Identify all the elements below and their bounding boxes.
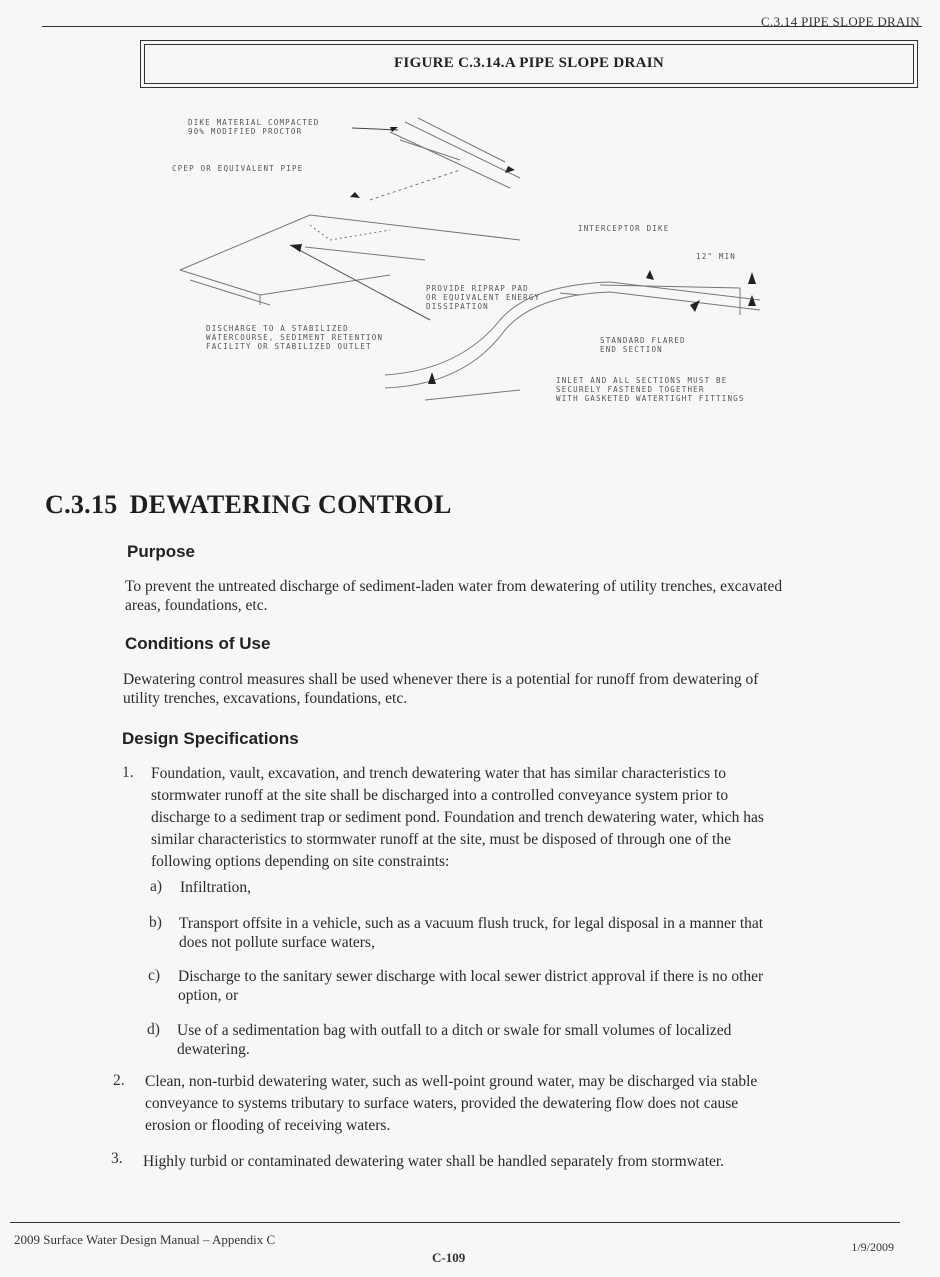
item-3-line-1: Highly turbid or contaminated dewatering water shall be handled separately from stormwater. — [143, 1153, 725, 1170]
label-interceptor-dike: INTERCEPTOR DIKE — [578, 224, 670, 233]
subitem-a-line-1: Infiltration, — [180, 879, 252, 896]
footer-date: 1/9/2009 — [851, 1240, 894, 1254]
label-discharge: DISCHARGE TO A STABILIZED WATERCOURSE, SEDIMENT RETENTION FACILITY OR STABILIZED OUTLET — [206, 324, 384, 351]
header-rule — [42, 26, 922, 27]
subitem-c-line-1: Discharge to the sanitary sewer discharge with local sewer district approval if there is no other — [178, 968, 764, 985]
footer-manual-title: 2009 Surface Water Design Manual – Appendix C — [14, 1232, 276, 1247]
purpose-heading: Purpose — [127, 542, 196, 561]
figure-title: FIGURE C.3.14.A PIPE SLOPE DRAIN — [393, 55, 665, 71]
conditions-line-1: Dewatering control measures shall be used whenever there is a potential for runoff from dewatering of — [123, 671, 759, 688]
running-head: C.3.14 PIPE SLOPE DRAIN — [761, 14, 920, 29]
subitem-d-line-2: dewatering. — [177, 1041, 250, 1058]
footer-rule — [10, 1222, 900, 1223]
arrow-6 — [748, 272, 756, 284]
pipe-slope-drain-diagram — [160, 100, 780, 440]
item-2-line-3: erosion or flooding of receiving waters. — [145, 1117, 391, 1134]
figure-title-box — [140, 40, 918, 88]
footer-page-number: C-109 — [432, 1250, 466, 1265]
purpose-line-2: areas, foundations, etc. — [125, 597, 268, 614]
label-12-min: 12" MIN — [696, 252, 737, 261]
subitem-a-letter: a) — [150, 878, 163, 895]
subitem-c-line-2: option, or — [178, 987, 239, 1004]
subitem-c-letter: c) — [148, 967, 161, 984]
subitem-b-line-1: Transport offsite in a vehicle, such as a vacuum flush truck, for legal disposal in a manner that — [179, 915, 764, 932]
arrow-9 — [428, 372, 436, 384]
item-2-number: 2. — [113, 1072, 125, 1089]
label-cpep-pipe: CPEP OR EQUIVALENT PIPE — [172, 164, 304, 173]
item-1-line-2: stormwater runoff at the site shall be discharged into a controlled conveyance system prior to — [151, 787, 729, 804]
subitem-d-letter: d) — [147, 1021, 160, 1038]
item-2-line-1: Clean, non-turbid dewatering water, such as well-point ground water, may be discharged via stable — [145, 1073, 758, 1090]
item-1-line-5: following options depending on site constraints: — [151, 853, 450, 870]
conditions-heading: Conditions of Use — [125, 634, 271, 653]
arrow-7 — [748, 295, 756, 306]
dike-lines — [390, 118, 520, 188]
label-inlet-note: INLET AND ALL SECTIONS MUST BE SECURELY FASTENED TOGETHER WITH GASKETED WATERTIGHT FITTINGS — [556, 376, 745, 403]
conditions-line-2: utility trenches, excavations, foundations, etc. — [123, 690, 408, 707]
item-1-number: 1. — [122, 764, 134, 781]
label-riprap: PROVIDE RIPRAP PAD OR EQUIVALENT ENERGY DISSIPATION — [426, 284, 541, 311]
item-2-line-2: conveyance to systems tributary to surface waters, provided the dewatering flow does not cause — [145, 1095, 739, 1112]
item-1-line-1: Foundation, vault, excavation, and trench dewatering water that has similar characteristics to — [151, 765, 727, 782]
section-number: C.3.15 — [45, 490, 118, 519]
subitem-d-line-1: Use of a sedimentation bag with outfall to a ditch or swale for small volumes of localized — [177, 1022, 732, 1039]
item-1-line-3: discharge to a sediment trap or sediment pond. Foundation and trench dewatering water, which has — [151, 809, 764, 826]
design-heading: Design Specifications — [122, 729, 299, 748]
subitem-b-letter: b) — [149, 914, 162, 931]
label-flared-end: STANDARD FLARED END SECTION — [600, 336, 686, 354]
arrow-5 — [646, 270, 654, 280]
section-heading — [45, 490, 452, 520]
purpose-line-1: To prevent the untreated discharge of sediment-laden water from dewatering of utility trenches, excavated — [125, 578, 783, 595]
item-1-line-4: similar characteristics to stormwater runoff at the site, must be disposed of through one of the — [151, 831, 731, 848]
arrow-3 — [350, 192, 360, 198]
arrow-2 — [505, 166, 515, 173]
section-title: DEWATERING CONTROL — [129, 490, 452, 519]
arrow-4 — [290, 244, 302, 252]
label-dike-material: DIKE MATERIAL COMPACTED 90% MODIFIED PROCTOR — [188, 118, 320, 136]
subitem-b-line-2: does not pollute surface waters, — [179, 934, 375, 951]
item-3-number: 3. — [111, 1150, 123, 1167]
